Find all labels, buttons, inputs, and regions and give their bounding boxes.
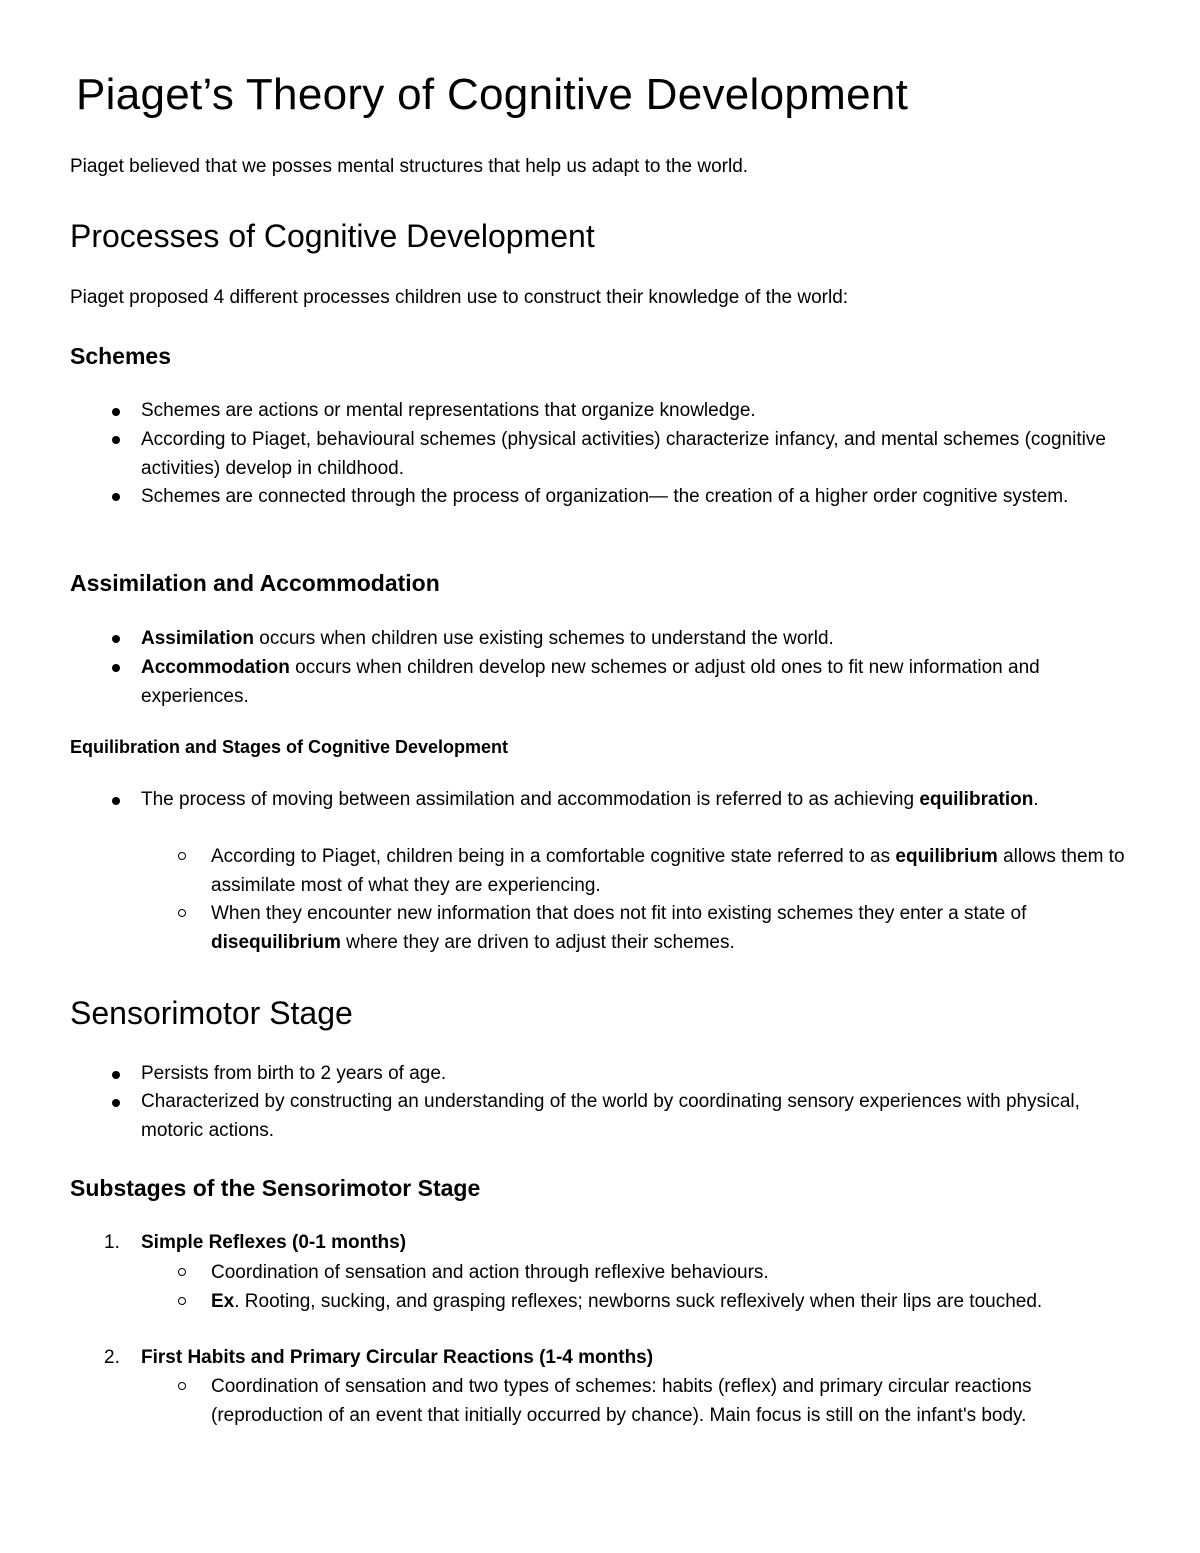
example-term: Ex (211, 1291, 235, 1312)
bullet-icon (112, 635, 120, 643)
list-number: 1. (104, 1232, 120, 1253)
bullet-icon (112, 664, 120, 672)
assimilation-heading: Assimilation and Accommodation (70, 570, 440, 596)
schemes-item: Schemes are connected through the process of organization— the creation of a higher order cognitive system. (141, 486, 1069, 507)
equilibrium-term: equilibrium (895, 846, 998, 867)
assimilation-item (141, 625, 1131, 654)
example-text: . Rooting, sucking, and grasping reflexes; newborns suck reflexively when their lips are touched. (234, 1291, 1043, 1312)
sensorimotor-item: Persists from birth to 2 years of age. (141, 1063, 447, 1084)
substages-heading: Substages of the Sensorimotor Stage (70, 1175, 481, 1201)
substage-detail: Coordination of sensation and two types of schemes: habits (reflex) and primary circular reactions (reproduction of an event that initially occurred by chance). Main focus is still on the infant's body. (211, 1376, 1032, 1426)
bullet-icon (112, 408, 120, 416)
equilibrium-text: According to Piaget, children being in a comfortable cognitive state referred to as (211, 846, 896, 867)
assimilation-text: occurs when children use existing schemes to understand the world. (253, 628, 834, 649)
schemes-item: According to Piaget, behavioural schemes (physical activities) characterize infancy, and mental schemes (cognitive activities) develop in childhood. (141, 429, 1106, 479)
schemes-heading: Schemes (70, 343, 172, 369)
assimilation-term: Assimilation (141, 628, 254, 649)
sensorimotor-item: Characterized by constructing an understanding of the world by coordinating sensory experiences with physical, motoric actions. (141, 1091, 1080, 1141)
equilibrium-post: allows them to assimilate most of what they are experiencing. (211, 846, 1125, 896)
circle-bullet-icon (178, 1382, 186, 1390)
list-number: 2. (104, 1347, 120, 1368)
equilibration-term: equilibration (919, 789, 1034, 810)
document-title: Piaget’s Theory of Cognitive Development (76, 70, 909, 119)
schemes-item: Schemes are actions or mental representations that organize knowledge. (141, 400, 756, 421)
circle-bullet-icon (178, 1268, 186, 1276)
disequilibrium-post: where they are driven to adjust their schemes. (340, 931, 735, 953)
substage-detail: Coordination of sensation and action through reflexive behaviours. (211, 1262, 769, 1283)
processes-intro: Piaget proposed 4 different processes children use to construct their knowledge of the world: (70, 287, 849, 308)
bullet-icon (112, 797, 120, 805)
substage-title-text: Simple Reflexes (0-1 months) (141, 1232, 407, 1253)
disequilibrium-term: disequilibrium (211, 931, 341, 953)
circle-bullet-icon (178, 1297, 186, 1305)
bullet-icon (112, 1071, 120, 1079)
substage-title (141, 1344, 1131, 1373)
equilibration-text: The process of moving between assimilation and accommodation is referred to as achieving (141, 789, 920, 810)
accommodation-item (141, 654, 1131, 711)
accommodation-term: Accommodation (141, 657, 290, 678)
equilibration-item (141, 786, 1131, 815)
intro-paragraph: Piaget believed that we posses mental structures that help us adapt to the world. (70, 156, 749, 177)
disequilibrium-subitem (211, 900, 1131, 957)
bullet-icon (112, 1099, 120, 1107)
equilibration-post: . (1033, 789, 1039, 810)
substage-example (211, 1288, 1131, 1317)
bullet-icon (112, 493, 120, 501)
bullet-icon (112, 436, 120, 444)
disequilibrium-text: When they encounter new information that does not fit into existing schemes they enter a state of (211, 903, 1027, 924)
sensorimotor-heading: Sensorimotor Stage (70, 995, 353, 1031)
equilibration-heading: Equilibration and Stages of Cognitive Development (70, 737, 509, 757)
circle-bullet-icon (178, 909, 186, 917)
substage-title-text: First Habits and Primary Circular Reactions (1-4 months) (141, 1347, 654, 1368)
equilibrium-subitem (211, 843, 1131, 900)
accommodation-text: occurs when children develop new schemes or adjust old ones to fit new information and experiences. (141, 657, 1040, 707)
processes-heading: Processes of Cognitive Development (70, 218, 595, 254)
substage-title (141, 1229, 1131, 1258)
circle-bullet-icon (178, 852, 186, 860)
